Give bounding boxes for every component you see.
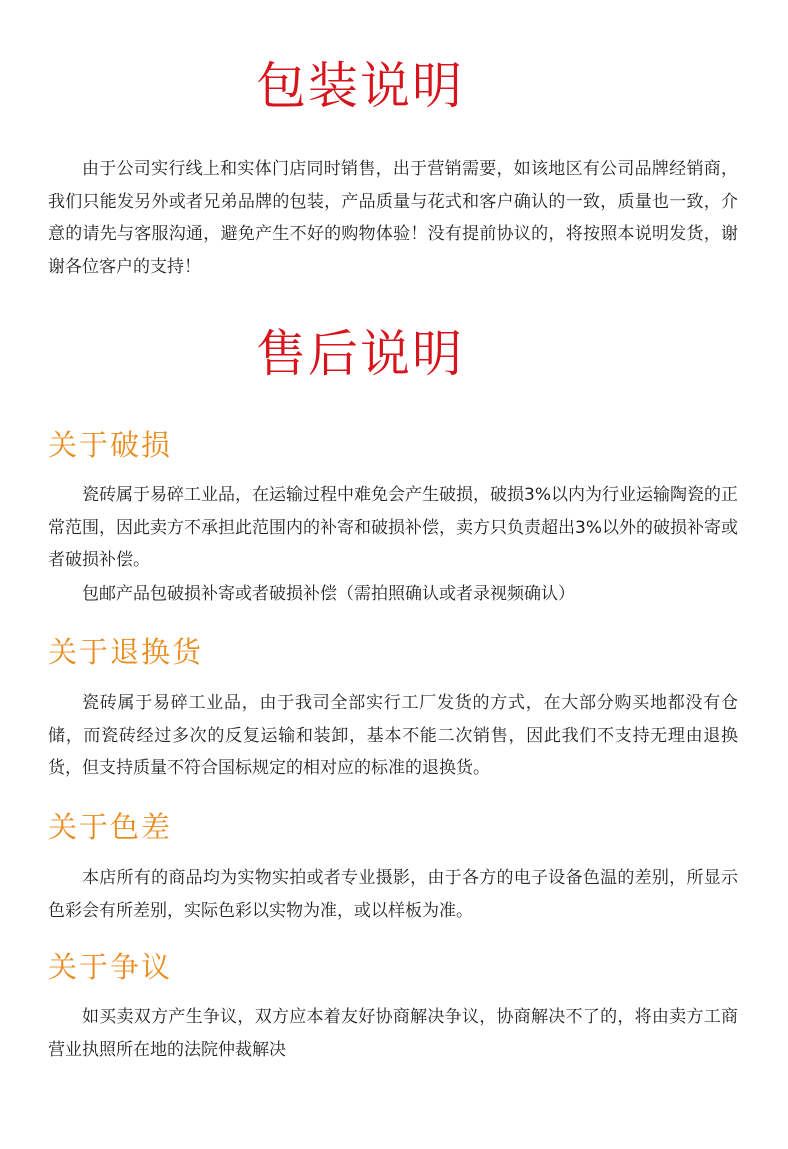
returns-paragraph: 瓷砖属于易碎工业品，由于我司全部实行工厂发货的方式，在大部分购买地都没有仓储，而瓷砖经过多次的反复运输和装卸，基本不能二次销售，因此我们不支持无理由退换货，但支持质量不符合国标规定的相对应的标准的退换货。 <box>48 693 738 778</box>
disputes-paragraph: 如买卖双方产生争议，双方应本着友好协商解决争议，协商解决不了的，将由卖方工商营业执照所在地的法院仲裁解决 <box>48 1007 738 1060</box>
color-difference-paragraph: 本店所有的商品均为实物实拍或者专业摄影，由于各方的电子设备色温的差别，所显示色彩会有所差别，实际色彩以实物为准，或以样板为准。 <box>48 868 738 921</box>
section-heading-returns: 关于退换货 <box>48 635 204 669</box>
packaging-title: 包装说明 <box>256 57 464 115</box>
section-heading-color-difference: 关于色差 <box>48 810 173 844</box>
damage-paragraph: 瓷砖属于易碎工业品，在运输过程中难免会产生破损，破损3%以内为行业运输陶瓷的正常范围，因此卖方不承担此范围内的补寄和破损补偿，卖方只负责超出3%以外的破损补寄或者破损补偿。 <box>48 485 738 570</box>
after-sales-title: 售后说明 <box>256 325 464 383</box>
packaging-body: 由于公司实行线上和实体门店同时销售，出于营销需要，如该地区有公司品牌经销商，我们只能发另外或者兄弟品牌的包装，产品质量与花式和客户确认的一致，质量也一致，介意的请先与客服沟通，避免产生不好的购物体验！没有提前协议的，将按照本说明发货，谢谢各位客户的支持！ <box>48 159 738 277</box>
section-heading-damage: 关于破损 <box>48 428 173 462</box>
section-heading-disputes: 关于争议 <box>48 950 173 984</box>
damage-shipping-note: 包邮产品包破损补寄或者破损补偿（需拍照确认或者录视频确认） <box>82 584 575 604</box>
